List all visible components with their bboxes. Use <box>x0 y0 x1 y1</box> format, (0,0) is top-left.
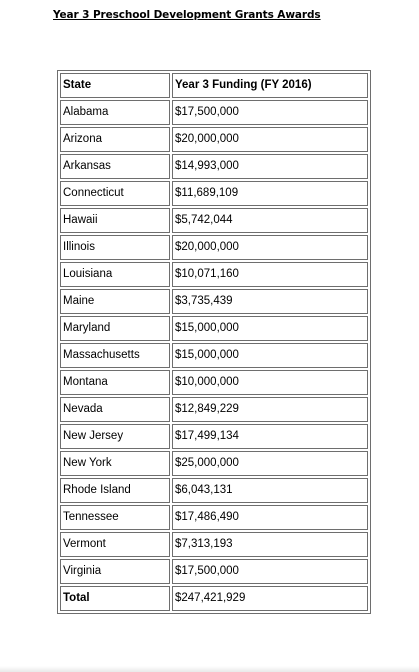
document-title: Year 3 Preschool Development Grants Awards <box>53 9 321 21</box>
table-row <box>60 505 368 530</box>
table-row <box>60 559 368 584</box>
total-label: Total <box>60 586 170 611</box>
table-row <box>60 235 368 260</box>
funding-cell: $17,500,000 <box>172 559 368 584</box>
table-row <box>60 532 368 557</box>
funding-cell: $6,043,131 <box>172 478 368 503</box>
funding-cell: $7,313,193 <box>172 532 368 557</box>
table-row <box>60 451 368 476</box>
state-cell: Louisiana <box>60 262 170 287</box>
table-header-row <box>60 73 368 98</box>
funding-cell: $12,849,229 <box>172 397 368 422</box>
funding-cell: $5,742,044 <box>172 208 368 233</box>
state-cell: Illinois <box>60 235 170 260</box>
table-row <box>60 127 368 152</box>
state-cell: Arkansas <box>60 154 170 179</box>
table-row <box>60 289 368 314</box>
state-cell: Vermont <box>60 532 170 557</box>
state-cell: New York <box>60 451 170 476</box>
table-row <box>60 100 368 125</box>
table-row <box>60 424 368 449</box>
funding-cell: $25,000,000 <box>172 451 368 476</box>
table-row <box>60 154 368 179</box>
table-row <box>60 262 368 287</box>
funding-cell: $15,000,000 <box>172 316 368 341</box>
total-funding: $247,421,929 <box>172 586 368 611</box>
header-state: State <box>60 73 170 98</box>
state-cell: Massachusetts <box>60 343 170 368</box>
state-cell: Tennessee <box>60 505 170 530</box>
funding-cell: $20,000,000 <box>172 127 368 152</box>
table-row <box>60 181 368 206</box>
funding-cell: $10,000,000 <box>172 370 368 395</box>
table-total-row <box>60 586 368 611</box>
funding-cell: $20,000,000 <box>172 235 368 260</box>
funding-cell: $10,071,160 <box>172 262 368 287</box>
table-row <box>60 208 368 233</box>
state-cell: Montana <box>60 370 170 395</box>
state-cell: Rhode Island <box>60 478 170 503</box>
state-cell: Maine <box>60 289 170 314</box>
funding-cell: $15,000,000 <box>172 343 368 368</box>
page-bottom-edge <box>0 666 419 672</box>
state-cell: Maryland <box>60 316 170 341</box>
state-cell: Connecticut <box>60 181 170 206</box>
funding-cell: $17,499,134 <box>172 424 368 449</box>
awards-table <box>57 70 371 614</box>
state-cell: Alabama <box>60 100 170 125</box>
state-cell: Arizona <box>60 127 170 152</box>
funding-cell: $11,689,109 <box>172 181 368 206</box>
table-row <box>60 370 368 395</box>
table-row <box>60 478 368 503</box>
state-cell: Virginia <box>60 559 170 584</box>
header-funding: Year 3 Funding (FY 2016) <box>172 73 368 98</box>
state-cell: Nevada <box>60 397 170 422</box>
funding-cell: $17,500,000 <box>172 100 368 125</box>
table-row <box>60 316 368 341</box>
state-cell: Hawaii <box>60 208 170 233</box>
table-row <box>60 343 368 368</box>
funding-cell: $3,735,439 <box>172 289 368 314</box>
table-row <box>60 397 368 422</box>
state-cell: New Jersey <box>60 424 170 449</box>
funding-cell: $17,486,490 <box>172 505 368 530</box>
funding-cell: $14,993,000 <box>172 154 368 179</box>
